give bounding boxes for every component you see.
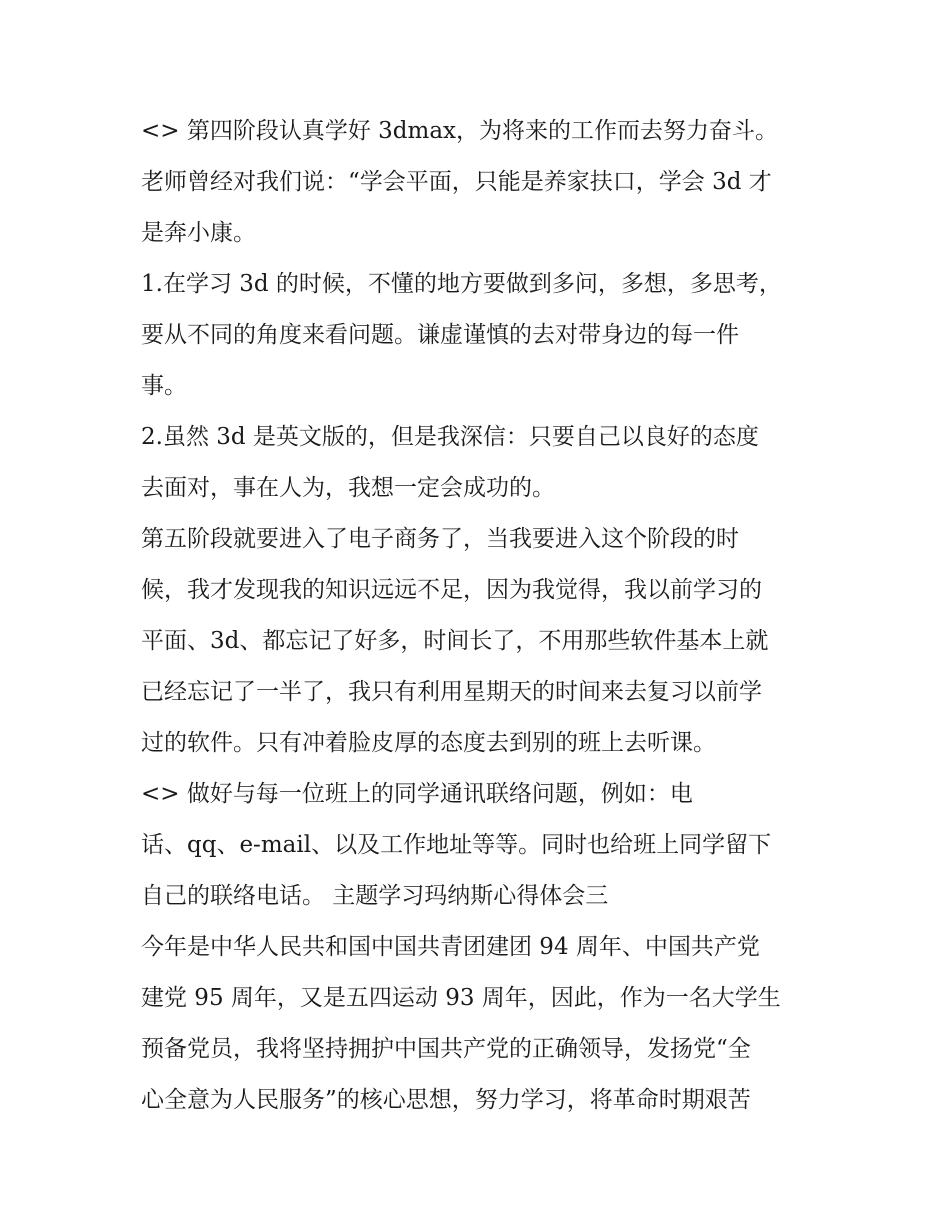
text-line: 候，我才发现我的知识远远不足，因为我觉得，我以前学习的 bbox=[141, 577, 762, 603]
text-line: <> 第四阶段认真学好 3dmax，为将来的工作而去努力奋斗。 bbox=[141, 118, 779, 144]
text-line: 是奔小康。 bbox=[141, 220, 256, 246]
text-line: 自己的联络电话。 主题学习玛纳斯心得体会三 bbox=[141, 883, 609, 909]
text-line: 去面对，事在人为，我想一定会成功的。 bbox=[141, 475, 555, 501]
text-line: 话、qq、e-mail、以及工作地址等等。同时也给班上同学留下 bbox=[141, 832, 772, 858]
text-line: 2.虽然 3d 是英文版的，但是我深信：只要自己以良好的态度 bbox=[141, 424, 759, 450]
text-line: 预备党员，我将坚持拥护中国共产党的正确领导，发扬党“全 bbox=[141, 1036, 751, 1062]
text-line: 已经忘记了一半了，我只有利用星期天的时间来去复习以前学 bbox=[141, 679, 762, 705]
text-line: 第五阶段就要进入了电子商务了，当我要进入这个阶段的时 bbox=[141, 526, 739, 552]
document-body bbox=[141, 106, 821, 1126]
text-line: <> 做好与每一位班上的同学通讯联络问题，例如：电 bbox=[141, 781, 693, 807]
text-line: 过的软件。只有冲着脸皮厚的态度去到别的班上去听课。 bbox=[141, 730, 716, 756]
text-line: 今年是中华人民共和国中国共青团建团 94 周年、中国共产党 bbox=[141, 934, 760, 960]
text-line: 1.在学习 3d 的时候，不懂的地方要做到多问，多想，多思考， bbox=[141, 271, 782, 297]
text-line: 要从不同的角度来看问题。谦虚谨慎的去对带身边的每一件 bbox=[141, 322, 739, 348]
text-line: 平面、3d、都忘记了好多，时间长了，不用那些软件基本上就 bbox=[141, 628, 769, 654]
text-line: 事。 bbox=[141, 373, 187, 399]
text-line: 老师曾经对我们说：“学会平面，只能是养家扶口，学会 3d 才 bbox=[141, 169, 772, 195]
text-line: 建党 95 周年，又是五四运动 93 周年，因此，作为一名大学生 bbox=[141, 985, 781, 1011]
text-line: 心全意为人民服务”的核心思想，努力学习，将革命时期艰苦 bbox=[141, 1087, 751, 1113]
